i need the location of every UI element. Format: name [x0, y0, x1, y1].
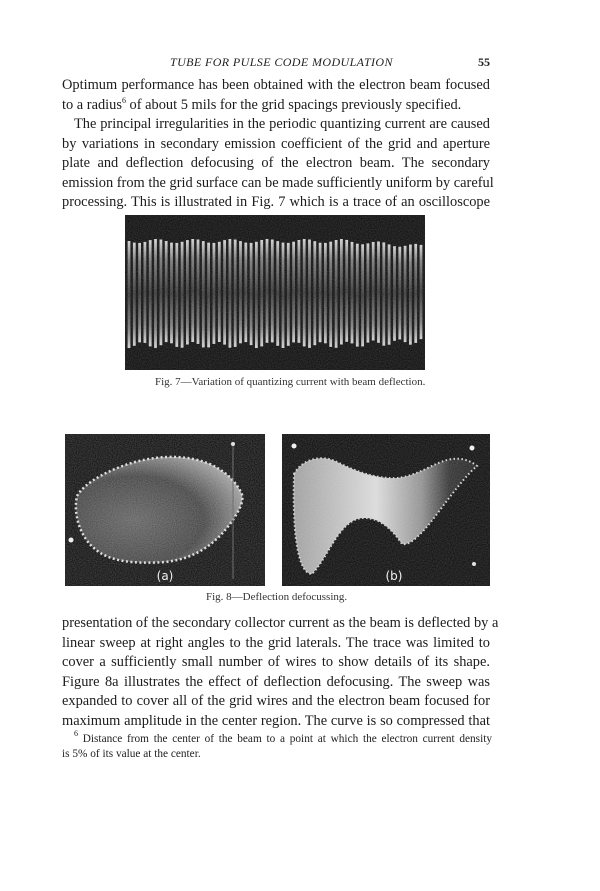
- paragraph-line: plate and deflection defocusing of the electron beam. The secondary: [62, 155, 490, 172]
- paragraph-line: expanded to cover all of the grid wires and the electron beam focused for: [62, 693, 490, 710]
- paragraph-line: Figure 8a illustrates the effect of deflection defocusing. The sweep was: [62, 673, 490, 690]
- panel-label-b: (b): [385, 569, 403, 583]
- oscillogram-trace: [125, 215, 425, 370]
- defocus-envelope-a: [65, 434, 265, 586]
- paragraph-2: [62, 115, 494, 213]
- paragraph-line: emission from the grid surface can be made sufficiently uniform by careful: [62, 174, 494, 191]
- footnote-marker: 6: [74, 729, 78, 738]
- paragraph-line: The principal irregularities in the periodic quantizing current are caused: [74, 116, 490, 132]
- text-run: Distance from the center of the beam to a point at which the electron current density: [78, 733, 492, 745]
- paragraph-3: [62, 614, 499, 732]
- paragraph-line: processing. This is illustrated in Fig. 7 which is a trace of an oscilloscope: [62, 194, 490, 211]
- footnote: [62, 729, 492, 762]
- paragraph-line: linear sweep at right angles to the grid laterals. The trace was limited to: [62, 634, 490, 651]
- text-run: to a radius: [62, 96, 122, 113]
- paragraph-line: presentation of the secondary collector current as the beam is deflected by a: [62, 615, 499, 631]
- footnote-ref: 6: [121, 95, 126, 105]
- film-grain: [282, 434, 490, 586]
- footnote-line: [62, 729, 492, 747]
- paragraph-line: cover a sufficiently small number of wires to show details of its shape.: [62, 654, 490, 671]
- film-grain: [65, 434, 265, 586]
- figure-8b-panel: [282, 434, 490, 586]
- film-grain: [125, 215, 425, 370]
- paragraph-line: maximum amplitude in the center region. The curve is so compressed that: [62, 712, 490, 729]
- text-run: of about 5 mils for the grid spacings previously specified.: [125, 96, 462, 113]
- paragraph-line: Optimum performance has been obtained with the electron beam focused: [62, 77, 490, 93]
- panel-label-a: (a): [156, 569, 174, 583]
- figure-7-caption: Fig. 7—Variation of quantizing current with beam deflection.: [155, 376, 426, 388]
- footnote-line: is 5% of its value at the center.: [62, 748, 201, 760]
- figure-7-oscillogram: [125, 215, 425, 370]
- paragraph-1: [62, 76, 490, 115]
- paragraph-line: [62, 96, 490, 116]
- page-number: 55: [478, 55, 490, 69]
- running-header-title: TUBE FOR PULSE CODE MODULATION: [170, 55, 393, 69]
- defocus-envelope-b: [282, 434, 490, 586]
- figure-8-caption: Fig. 8—Deflection defocussing.: [206, 591, 348, 603]
- figure-8a-panel: [65, 434, 265, 586]
- paragraph-line: by variations in secondary emission coefficient of the grid and aperture: [62, 135, 490, 152]
